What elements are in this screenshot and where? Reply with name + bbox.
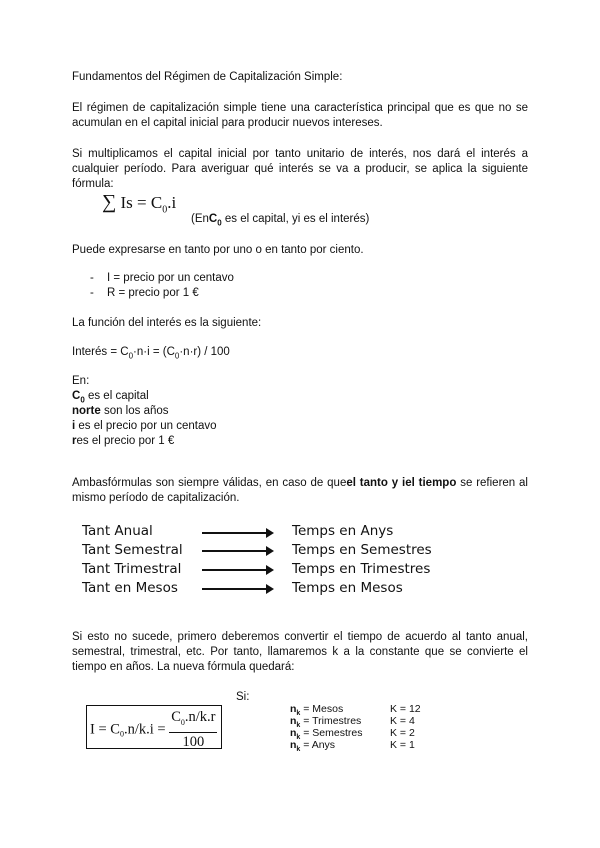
k-sub: k [296, 734, 301, 742]
conversion-right: Temps en Anys [292, 523, 394, 539]
where-desc: es el precio por un centavo [75, 420, 217, 432]
k-desc: = Semestres [300, 727, 363, 739]
expression-paragraph: Puede expresarse en tanto por uno o en tanto por ciento. [72, 244, 364, 256]
arrow-icon [202, 550, 272, 552]
interest-function-paragraph: La función del interés es la siguiente: [72, 317, 262, 329]
validity-part-d: se refieren al mismo período de capitalización. [72, 477, 528, 504]
k-n: n [290, 715, 297, 727]
interest-sub-a: 0 [128, 351, 134, 361]
interest-prefix: Interés = C [72, 346, 129, 358]
k-row [290, 739, 335, 756]
where-line-rate-i [72, 419, 216, 434]
where-sub: 0 [80, 395, 85, 405]
formula-lhs: Is [120, 193, 133, 212]
k-sub: k [296, 746, 301, 754]
validity-part-a: Ambasfórmulas son siempre válidas, en caso de que [72, 477, 347, 489]
where-term: i [72, 420, 76, 432]
formula2-mid: .n/k.i = [123, 721, 166, 738]
converted-formula [90, 708, 217, 751]
formula2-denominator: 100 [182, 733, 205, 750]
where-term: r [72, 435, 77, 447]
k-desc: = Mesos [300, 703, 344, 715]
arrow-icon [202, 588, 272, 590]
conversion-left: Tant en Mesos [82, 580, 178, 596]
bullet-dash: - [90, 287, 94, 299]
note-subscript: 0 [217, 218, 222, 228]
simple-interest-formula [102, 191, 176, 221]
k-n: n [290, 739, 297, 751]
bullet-text: R = precio por 1 € [107, 287, 199, 299]
arrow-icon [202, 532, 272, 534]
interest-mid: ·n·i = (C [133, 346, 175, 358]
k-value: K = 12 [390, 703, 421, 715]
formula-capital: C [150, 193, 163, 212]
conversion-right: Temps en Mesos [292, 580, 403, 596]
note-rest: es el capital, y [221, 213, 298, 225]
bullet-text: I = precio por un centavo [107, 272, 234, 284]
intro-paragraph: El régimen de capitalización simple tiene una característica principal que es que no se acumulan en el capital inicial para producir nuevos intereses. [72, 102, 528, 129]
conversion-right: Temps en Semestres [292, 542, 432, 558]
k-value: K = 4 [390, 715, 415, 727]
formula-note [191, 212, 369, 230]
k-value: K = 1 [390, 739, 415, 751]
conversion-paragraph: Si esto no sucede, primero deberemos convertir el tiempo de acuerdo al tanto anual, semestral, trimestral, etc. Por tanto, llamaremos k a la constante que se convierte el tiempo en años. La nueva fórmula quedará: [72, 631, 528, 673]
page-title: Fundamentos del Régimen de Capitalización Simple: [72, 71, 343, 83]
formula2-sub-a: 0 [119, 729, 124, 739]
k-n: n [290, 727, 297, 739]
formula-rate: .i [167, 193, 177, 212]
interest-formula [72, 345, 230, 363]
bullet-dash: - [90, 272, 94, 284]
formula2-num-c: C [171, 709, 181, 725]
k-value: K = 2 [390, 727, 415, 739]
formula-subscript: 0 [162, 204, 168, 216]
bullet-item [90, 286, 199, 301]
formula-equals: = [137, 193, 147, 212]
where-term: norte [72, 405, 101, 417]
multiplication-paragraph: Si multiplicamos el capital inicial por tanto unitario de interés, nos dará el interés a cualquier período. Para averiguar qué interés se va a producir, se aplica la siguiente fórmula: [72, 148, 528, 190]
sum-symbol: ∑ [102, 191, 117, 213]
interest-tail: ·n·r) / 100 [179, 346, 230, 358]
conversion-left: Tant Trimestral [82, 561, 182, 577]
note-i: i [297, 213, 301, 225]
formula2-lhs: I = C [90, 721, 120, 738]
validity-part-c: el tiempo [405, 477, 457, 489]
k-desc: = Trimestres [300, 715, 362, 727]
where-label: En: [72, 375, 90, 387]
conversion-left: Tant Semestral [82, 542, 183, 558]
conversion-left: Tant Anual [82, 523, 153, 539]
where-line-rate-r [72, 434, 174, 449]
arrow-icon [202, 569, 272, 571]
where-desc: es el precio por 1 € [76, 435, 175, 447]
where-desc: son los años [100, 405, 169, 417]
si-label: Si: [236, 691, 250, 703]
validity-paragraph [72, 476, 528, 506]
formula2-num-rest: .n/k.r [184, 709, 216, 725]
interest-sub-b: 0 [174, 351, 180, 361]
k-desc: = Anys [300, 739, 336, 751]
where-term: C [72, 390, 81, 402]
note-capital: C [208, 213, 218, 225]
note-open: (En [191, 213, 209, 225]
bullet-item [90, 271, 234, 286]
formula2-num-sub: 0 [180, 717, 185, 727]
k-n: n [290, 703, 297, 715]
formula2-numerator [169, 708, 217, 733]
validity-part-b: el tanto y i [346, 477, 406, 489]
where-desc: es el capital [84, 390, 149, 402]
k-sub: k [296, 710, 301, 718]
conversion-right: Temps en Trimestres [292, 561, 431, 577]
where-line-years [72, 404, 169, 419]
note-tail: es el interés) [300, 213, 370, 225]
k-sub: k [296, 722, 301, 730]
formula2-fraction [169, 708, 217, 751]
